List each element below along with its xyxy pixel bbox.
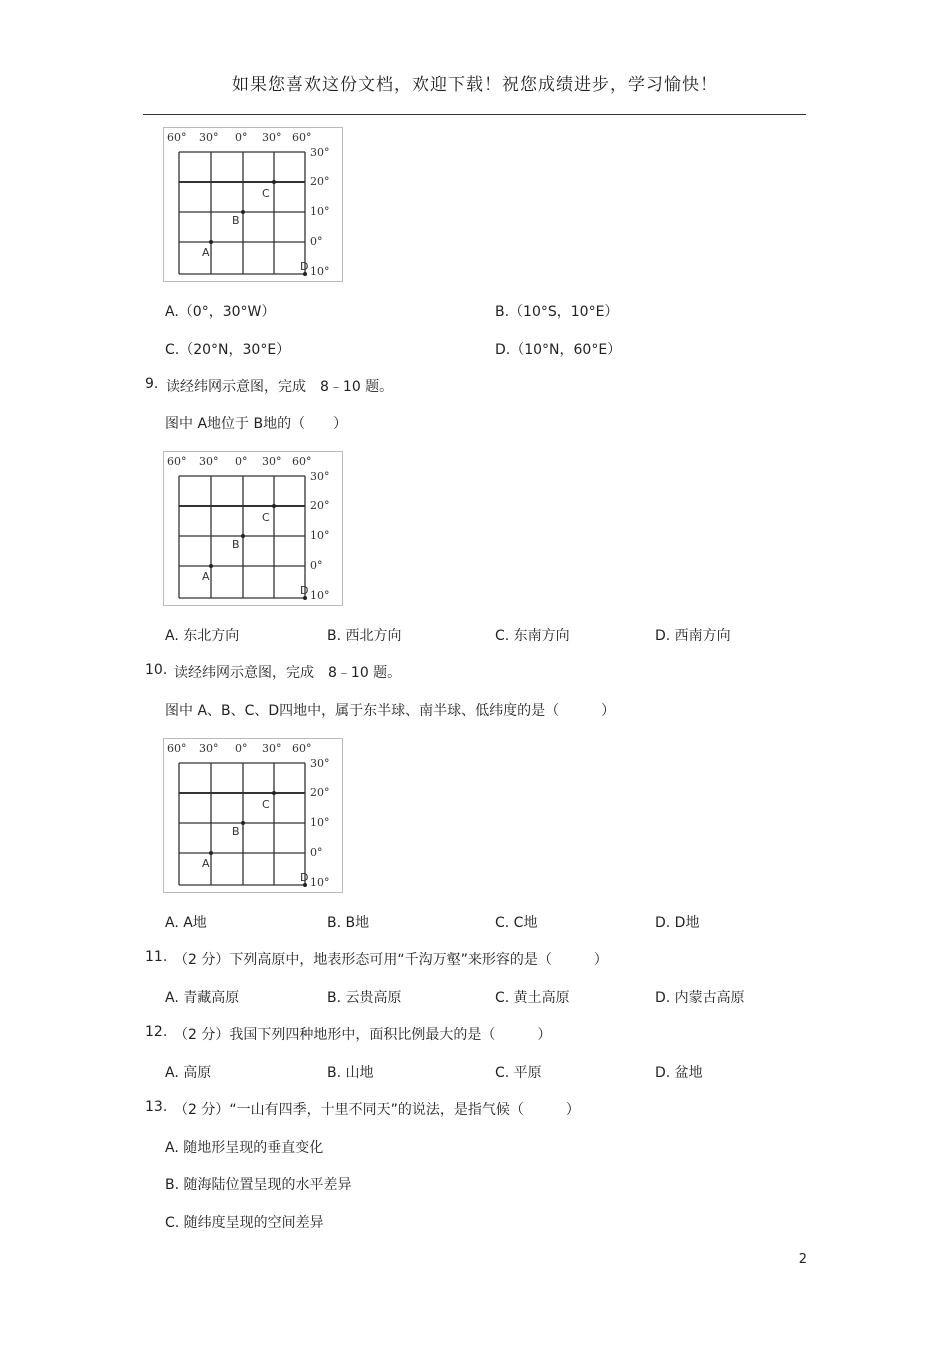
point-label: C xyxy=(262,511,270,524)
point-marker xyxy=(209,851,213,855)
latitude-label: 30° xyxy=(310,757,330,770)
point-marker xyxy=(241,821,245,825)
latitude-label: 30° xyxy=(310,146,330,159)
point-marker xyxy=(272,791,276,795)
q10-option-b[interactable]: B. B地 xyxy=(327,915,370,931)
point-label: D xyxy=(300,871,309,884)
q12-stem: （2 分）我国下列四种地形中，面积比例最大的是（ ） xyxy=(174,1027,552,1043)
grid-svg xyxy=(163,451,343,606)
longitude-label: 30° xyxy=(199,742,219,755)
q12-option-c[interactable]: C. 平原 xyxy=(495,1065,542,1081)
point-marker xyxy=(241,210,245,214)
q10-option-d[interactable]: D. D地 xyxy=(655,915,700,931)
q13-stem: （2 分）“一山有四季，十里不同天”的说法，是指气候（ ） xyxy=(174,1102,580,1118)
q10-option-a[interactable]: A. A地 xyxy=(165,915,207,931)
q10-option-c[interactable]: C. C地 xyxy=(495,915,538,931)
latitude-label: 0° xyxy=(310,559,323,572)
q9-option-b[interactable]: B. 西北方向 xyxy=(327,628,402,644)
latitude-label: 10° xyxy=(310,205,330,218)
longitude-label: 60° xyxy=(167,131,187,144)
point-label: A xyxy=(202,246,210,259)
q11-option-a[interactable]: A. 青藏高原 xyxy=(165,990,240,1006)
point-label: A xyxy=(202,570,210,583)
longitude-label: 0° xyxy=(235,742,248,755)
point-label: B xyxy=(232,538,240,551)
longitude-label: 60° xyxy=(167,455,187,468)
latitude-label: 10° xyxy=(310,265,330,278)
point-label: C xyxy=(262,187,270,200)
q11-option-d[interactable]: D. 内蒙古高原 xyxy=(655,990,745,1006)
q13-number: 13. xyxy=(145,1099,168,1115)
point-label: C xyxy=(262,798,270,811)
q12-option-b[interactable]: B. 山地 xyxy=(327,1065,374,1081)
latitude-label: 10° xyxy=(310,816,330,829)
longitude-label: 30° xyxy=(262,131,282,144)
point-label: D xyxy=(300,584,309,597)
point-label: B xyxy=(232,214,240,227)
page-header: 如果您喜欢这份文档，欢迎下载！祝您成绩进步，学习愉快！ xyxy=(232,75,718,95)
point-label: D xyxy=(300,260,309,273)
q12-option-a[interactable]: A. 高原 xyxy=(165,1065,212,1081)
longitude-label: 0° xyxy=(235,455,248,468)
grid-svg xyxy=(163,738,343,893)
longitude-label: 30° xyxy=(199,131,219,144)
q12-number: 12. xyxy=(145,1024,168,1040)
latitude-label: 20° xyxy=(310,786,330,799)
longitude-label: 60° xyxy=(292,455,312,468)
q9-option-c[interactable]: C. 东南方向 xyxy=(495,628,570,644)
longitude-label: 60° xyxy=(292,131,312,144)
longitude-label: 0° xyxy=(235,131,248,144)
q11-option-b[interactable]: B. 云贵高原 xyxy=(327,990,402,1006)
longitude-label: 30° xyxy=(262,455,282,468)
header-divider xyxy=(143,114,806,115)
q13-option-c[interactable]: C. 随纬度呈现的空间差异 xyxy=(165,1215,324,1231)
grid-svg xyxy=(163,127,343,282)
longitude-label: 60° xyxy=(167,742,187,755)
point-label: A xyxy=(202,857,210,870)
point-label: B xyxy=(232,825,240,838)
q9-option-d[interactable]: D. 西南方向 xyxy=(655,628,731,644)
latitude-label: 0° xyxy=(310,846,323,859)
page-number: 2 xyxy=(798,1252,807,1267)
point-marker xyxy=(272,504,276,508)
latitude-label: 10° xyxy=(310,529,330,542)
q8-option-c[interactable]: C.（20°N，30°E） xyxy=(165,342,291,358)
q11-option-c[interactable]: C. 黄土高原 xyxy=(495,990,570,1006)
q12-option-d[interactable]: D. 盆地 xyxy=(655,1065,703,1081)
q11-number: 11. xyxy=(145,949,168,965)
q13-option-a[interactable]: A. 随地形呈现的垂直变化 xyxy=(165,1140,324,1156)
longitude-label: 60° xyxy=(292,742,312,755)
q9-number: 9. xyxy=(145,376,159,392)
latitude-label: 30° xyxy=(310,470,330,483)
point-marker xyxy=(241,534,245,538)
latitude-label: 20° xyxy=(310,499,330,512)
q10-question: 图中 A、B、C、D四地中，属于东半球、南半球、低纬度的是（ ） xyxy=(165,703,616,719)
q10-number: 10. xyxy=(145,662,168,678)
q10-stem: 读经纬网示意图，完成 8﹣10 题。 xyxy=(174,665,402,681)
q13-option-b[interactable]: B. 随海陆位置呈现的水平差异 xyxy=(165,1177,352,1193)
latitude-label: 10° xyxy=(310,876,330,889)
lat-lon-grid-figure xyxy=(163,127,343,282)
lat-lon-grid-figure xyxy=(163,451,343,606)
longitude-label: 30° xyxy=(262,742,282,755)
point-marker xyxy=(209,240,213,244)
point-marker xyxy=(209,564,213,568)
q8-option-a[interactable]: A.（0°，30°W） xyxy=(165,304,276,320)
q8-option-d[interactable]: D.（10°N，60°E） xyxy=(495,342,622,358)
q9-option-a[interactable]: A. 东北方向 xyxy=(165,628,240,644)
latitude-label: 20° xyxy=(310,175,330,188)
q11-stem: （2 分）下列高原中，地表形态可用“千沟万壑”来形容的是（ ） xyxy=(174,952,608,968)
longitude-label: 30° xyxy=(199,455,219,468)
q9-question: 图中 A地位于 B地的（ ） xyxy=(165,416,348,432)
q8-option-b[interactable]: B.（10°S，10°E） xyxy=(495,304,619,320)
latitude-label: 0° xyxy=(310,235,323,248)
q9-stem: 读经纬网示意图，完成 8﹣10 题。 xyxy=(166,379,394,395)
lat-lon-grid-figure xyxy=(163,738,343,893)
latitude-label: 10° xyxy=(310,589,330,602)
point-marker xyxy=(272,180,276,184)
